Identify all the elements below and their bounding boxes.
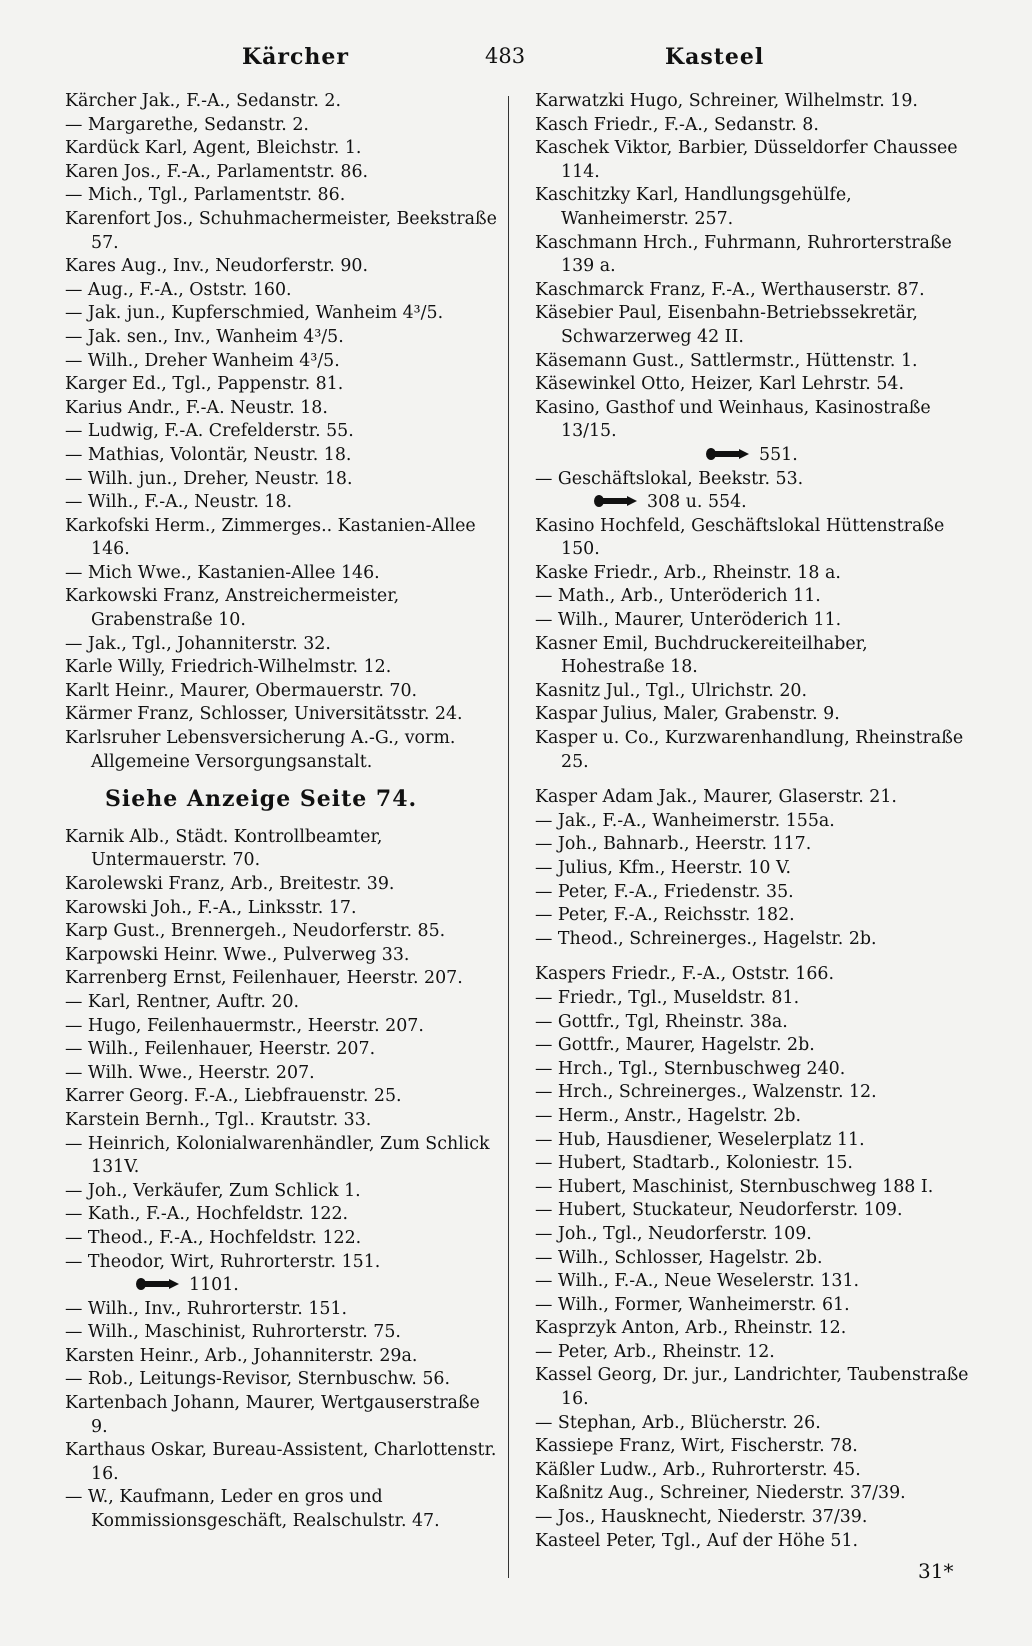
directory-entry: — Gottfr., Tgl, Rheinstr. 38a. [535, 1011, 788, 1032]
directory-entry: — Rob., Leitungs-Revisor, Sternbuschw. 56. [65, 1369, 450, 1390]
directory-entry: — Geschäftslokal, Beekstr. 53. [535, 468, 804, 489]
directory-entry: — Friedr., Tgl., Museldstr. 81. [535, 987, 800, 1008]
directory-entry: Kartenbach Johann, Maurer, Wertgauserstraße 9. [65, 1393, 480, 1437]
directory-entry: Karkofski Herm., Zimmerges.. Kastanien-Allee 146. [65, 515, 476, 560]
signature-mark: 31* [918, 1559, 954, 1583]
left-entries-3 [65, 1298, 500, 1534]
directory-entry: — Kath., F.-A., Hochfeldstr. 122. [65, 1204, 349, 1225]
directory-entry: Karrer Georg. F.-A., Liebfrauenstr. 25. [65, 1086, 402, 1107]
phone-line [535, 491, 970, 515]
directory-entry: — Herm., Anstr., Hagelstr. 2b. [535, 1105, 802, 1126]
telephone-icon [593, 494, 639, 508]
directory-entry: Karowski Joh., F.-A., Linksstr. 17. [65, 897, 357, 918]
directory-entry: — Ludwig, F.-A. Crefelderstr. 55. [65, 421, 354, 442]
directory-entry: — Joh., Tgl., Neudorferstr. 109. [535, 1223, 812, 1244]
directory-entry: Karle Willy, Friedrich-Wilhelmstr. 12. [65, 657, 392, 678]
running-head-left: Kärcher [242, 44, 349, 70]
directory-entry: — Wilh., Inv., Ruhrorterstr. 151. [65, 1298, 348, 1319]
directory-entry: Kaspar Julius, Maler, Grabenstr. 9. [535, 704, 840, 725]
directory-entry: Käsemann Gust., Sattlermstr., Hüttenstr. 1. [535, 350, 918, 371]
directory-entry: Kaßnitz Aug., Schreiner, Niederstr. 37/39. [535, 1483, 906, 1504]
directory-entry: Kasnitz Jul., Tgl., Ulrichstr. 20. [535, 680, 807, 701]
directory-entry: Karwatzki Hugo, Schreiner, Wilhelmstr. 19. [535, 91, 918, 111]
page-header [60, 44, 960, 80]
directory-entry: Käßler Ludw., Arb., Ruhrorterstr. 45. [535, 1459, 861, 1480]
directory-entry: — Jos., Hausknecht, Niederstr. 37/39. [535, 1507, 868, 1528]
directory-entry: Kasteel Peter, Tgl., Auf der Höhe 51. [535, 1530, 859, 1551]
directory-entry: Karenfort Jos., Schuhmachermeister, Beekstraße 57. [65, 208, 497, 253]
directory-entry: — Mich., Tgl., Parlamentstr. 86. [65, 185, 346, 206]
directory-entry: Karger Ed., Tgl., Pappenstr. 81. [65, 374, 344, 395]
left-column [65, 90, 500, 1534]
directory-entry: Karthaus Oskar, Bureau-Assistent, Charlottenstr. 16. [65, 1440, 497, 1484]
phone-number: 551. [759, 444, 798, 465]
telephone-icon [135, 1277, 181, 1291]
directory-entry: — Wilh., Dreher Wanheim 4³/5. [65, 350, 340, 371]
directory-entry: Karrenberg Ernst, Feilenhauer, Heerstr. 207. [65, 968, 463, 989]
directory-entry: — Hub, Hausdiener, Weselerplatz 11. [535, 1129, 865, 1150]
directory-entry: — Stephan, Arb., Blücherstr. 26. [535, 1412, 821, 1433]
directory-entry: Kaschitzky Karl, Handlungsgehülfe, Wanheimerstr. 257. [535, 185, 852, 229]
advert-headline: Siehe Anzeige Seite 74. [105, 786, 418, 813]
running-head-right: Kasteel [665, 44, 765, 70]
directory-entry: — Wilh., Maschinist, Ruhrorterstr. 75. [65, 1322, 401, 1343]
directory-entry: — Heinrich, Kolonialwarenhändler, Zum Schlick 131V. [65, 1133, 490, 1178]
right-entries-2 [535, 468, 970, 492]
directory-entry: — Mich Wwe., Kastanien-Allee 146. [65, 562, 380, 583]
directory-entry: Kärmer Franz, Schlosser, Universitätsstr. 24. [65, 704, 463, 725]
directory-entry: — Hugo, Feilenhauermstr., Heerstr. 207. [65, 1015, 424, 1036]
directory-entry: Karnik Alb., Städt. Kontrollbeamter, Untermauerstr. 70. [65, 826, 383, 871]
directory-entry: Kaske Friedr., Arb., Rheinstr. 18 a. [535, 562, 841, 583]
directory-entry: Kaschmann Hrch., Fuhrmann, Ruhrorterstraße 139 a. [535, 232, 952, 277]
left-entries-2 [65, 826, 500, 1274]
directory-entry: — Wilh., Former, Wanheimerstr. 61. [535, 1294, 850, 1315]
directory-entry: Karsten Heinr., Arb., Johanniterstr. 29a. [65, 1345, 418, 1366]
directory-entry: — Theodor, Wirt, Ruhrorterstr. 151. [65, 1251, 381, 1272]
directory-entry: Kardück Karl, Agent, Bleichstr. 1. [65, 138, 362, 159]
directory-entry: — Wilh., F.-A., Neue Weselerstr. 131. [535, 1271, 860, 1292]
directory-entry: Kassel Georg, Dr. jur., Landrichter, Taubenstraße 16. [535, 1365, 969, 1410]
directory-entry: — Wilh., F.-A., Neustr. 18. [65, 492, 293, 513]
directory-entry: Käsebier Paul, Eisenbahn-Betriebssekretär, Schwarzerweg 42 II. [535, 303, 918, 347]
directory-entry: Käsewinkel Otto, Heizer, Karl Lehrstr. 54. [535, 374, 904, 395]
right-column [535, 90, 970, 1553]
directory-entry: — Margarethe, Sedanstr. 2. [65, 114, 309, 135]
directory-entry: — Peter, F.-A., Friedenstr. 35. [535, 881, 794, 902]
directory-entry: — Hubert, Maschinist, Sternbuschweg 188 I. [535, 1176, 934, 1197]
directory-entry: Karpowski Heinr. Wwe., Pulverweg 33. [65, 944, 410, 965]
directory-entry: Kaspers Friedr., F.-A., Oststr. 166. [535, 964, 834, 985]
directory-entry: — Joh., Bahnarb., Heerstr. 117. [535, 834, 812, 855]
directory-entry: — Aug., F.-A., Oststr. 160. [65, 279, 292, 300]
directory-entry: — Jak. sen., Inv., Wanheim 4³/5. [65, 326, 344, 347]
directory-entry: Kares Aug., Inv., Neudorferstr. 90. [65, 256, 369, 277]
directory-entry: — W., Kaufmann, Leder en gros und Kommissionsgeschäft, Realschulstr. 47. [65, 1487, 440, 1532]
telephone-icon [705, 447, 751, 461]
directory-entry: Karp Gust., Brennergeh., Neudorferstr. 85. [65, 921, 446, 942]
directory-entry: — Wilh. jun., Dreher, Neustr. 18. [65, 468, 353, 489]
directory-entry: — Hrch., Schreinerges., Walzenstr. 12. [535, 1082, 877, 1103]
directory-entry: — Wilh., Maurer, Unteröderich 11. [535, 610, 842, 631]
phone-line [535, 444, 970, 468]
directory-entry: — Hubert, Stuckateur, Neudorferstr. 109. [535, 1200, 903, 1221]
directory-entry: Kasper Adam Jak., Maurer, Glaserstr. 21. [535, 787, 897, 808]
directory-entry: Karstein Bernh., Tgl.. Krautstr. 33. [65, 1109, 372, 1130]
directory-entry: — Joh., Verkäufer, Zum Schlick 1. [65, 1180, 361, 1201]
directory-entry: Karen Jos., F.-A., Parlamentstr. 86. [65, 161, 369, 182]
directory-entry: — Peter, F.-A., Reichsstr. 182. [535, 905, 795, 926]
page-number: 483 [485, 44, 526, 68]
directory-entry: — Jak., F.-A., Wanheimerstr. 155a. [535, 810, 835, 831]
directory-entry: — Mathias, Volontär, Neustr. 18. [65, 444, 352, 465]
right-entries-5 [535, 963, 970, 1553]
directory-entry: Kasprzyk Anton, Arb., Rheinstr. 12. [535, 1318, 847, 1339]
directory-entry: Kasch Friedr., F.-A., Sedanstr. 8. [535, 114, 819, 135]
directory-entry: Kaschmarck Franz, F.-A., Werthauserstr. 87. [535, 279, 925, 300]
directory-entry: Karlt Heinr., Maurer, Obermauerstr. 70. [65, 680, 418, 701]
directory-entry: — Theod., Schreinerges., Hagelstr. 2b. [535, 928, 877, 949]
directory-entry: — Julius, Kfm., Heerstr. 10 V. [535, 858, 792, 878]
phone-number: 308 u. 554. [647, 492, 747, 513]
phone-line [65, 1274, 500, 1298]
phone-number: 1101. [189, 1275, 239, 1296]
directory-entry: — Wilh., Schlosser, Hagelstr. 2b. [535, 1247, 823, 1268]
directory-entry: — Karl, Rentner, Auftr. 20. [65, 991, 300, 1012]
directory-entry: — Hrch., Tgl., Sternbuschweg 240. [535, 1058, 846, 1079]
directory-entry: Kasino Hochfeld, Geschäftslokal Hüttenstraße 150. [535, 515, 945, 560]
right-entries-3 [535, 515, 970, 775]
directory-entry: — Math., Arb., Unteröderich 11. [535, 586, 821, 607]
directory-entry: Karlsruher Lebensversicherung A.-G., vorm. Allgemeine Versorgungsanstalt. [65, 728, 456, 772]
directory-entry: Karius Andr., F.-A. Neustr. 18. [65, 397, 328, 418]
directory-entry: — Wilh., Feilenhauer, Heerstr. 207. [65, 1039, 376, 1060]
directory-entry: Karolewski Franz, Arb., Breitestr. 39. [65, 874, 395, 894]
directory-entry: Kärcher Jak., F.-A., Sedanstr. 2. [65, 91, 341, 111]
directory-entry: Kasner Emil, Buchdruckereiteilhaber, Hohestraße 18. [535, 633, 868, 678]
left-entries-1 [65, 90, 500, 774]
directory-entry: — Peter, Arb., Rheinstr. 12. [535, 1341, 775, 1362]
column-divider [508, 96, 509, 1578]
directory-entry: Kasper u. Co., Kurzwarenhandlung, Rheinstraße 25. [535, 728, 964, 772]
directory-entry: Kassiepe Franz, Wirt, Fischerstr. 78. [535, 1436, 858, 1457]
directory-entry: Kasino, Gasthof und Weinhaus, Kasinostraße 13/15. [535, 397, 931, 442]
directory-entry: Karkowski Franz, Anstreichermeister, Grabenstraße 10. [65, 586, 400, 631]
directory-entry: — Hubert, Stadtarb., Koloniestr. 15. [535, 1153, 853, 1174]
directory-entry: — Theod., F.-A., Hochfeldstr. 122. [65, 1227, 362, 1248]
directory-entry: — Wilh. Wwe., Heerstr. 207. [65, 1062, 315, 1083]
directory-entry: — Gottfr., Maurer, Hagelstr. 2b. [535, 1035, 815, 1056]
right-entries-4 [535, 786, 970, 951]
directory-entry: Kaschek Viktor, Barbier, Düsseldorfer Chaussee 114. [535, 138, 958, 182]
directory-entry: — Jak., Tgl., Johanniterstr. 32. [65, 633, 331, 654]
right-entries-1 [535, 90, 970, 444]
directory-entry: — Jak. jun., Kupferschmied, Wanheim 4³/5. [65, 303, 444, 324]
